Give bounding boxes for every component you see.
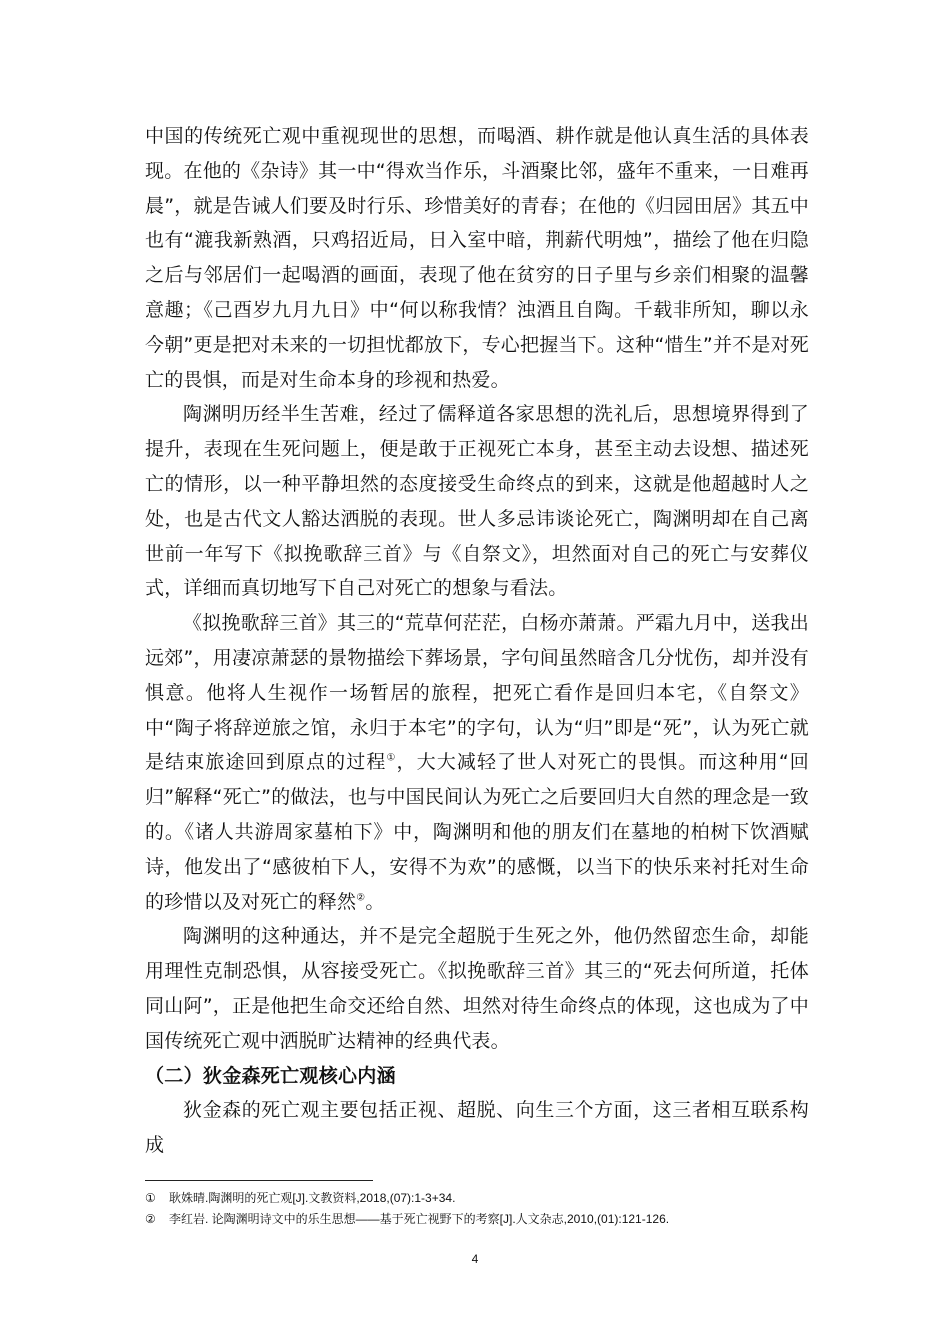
paragraph-1: 中国的传统死亡观中重视现世的思想，而喝酒、耕作就是他认真生活的具体表现。在他的《杂诗》其一中“得欢当作乐，斗酒聚比邻，盛年不重来，一日难再晨”，就是告诫人们要及时行乐、珍惜美好的青春；在他的《归园田居》其五中也有“漉我新熟酒，只鸡招近局，日入室中暗，荆薪代明烛”，描绘了他在归隐之后与邻居们一起喝酒的画面，表现了他在贫穷的日子里与乡亲们相聚的温馨意趣；《己酉岁九月九日》中“何以称我情？浊酒且自陶。千载非所知，聊以永今朝”更是把对未来的一切担忧都放下，专心把握当下。这种“惜生”并不是对死亡的畏惧，而是对生命本身的珍视和热爱。 (145, 125, 809, 391)
paragraph-3-part-1: 《拟挽歌辞三首》其三的“荒草何茫茫，白杨亦萧萧。严霜九月中，送我出远郊”，用凄凉萧瑟的景物描绘下葬场景，字句间虽然暗含几分忧伤，却并没有惧意。他将人生视作一场暂居的旅程，把死亡看作是回归本宅，《自祭文》中“陶子将辞逆旅之馆，永归于本宅”的字句，认为“归”即是“死”，认为死亡就是结束旅途回到原点的过程 (145, 612, 809, 774)
paragraph-4: 陶渊明的这种通达，并不是完全超脱于生死之外，他仍然留恋生命，却能用理性克制恐惧，从容接受死亡。《拟挽歌辞三首》其三的“死去何所道，托体同山阿”，正是他把生命交还给自然、坦然对待生命终点的体现，这也成为了中国传统死亡观中洒脱旷达精神的经典代表。 (145, 925, 809, 1052)
paragraph-2: 陶渊明历经半生苦难，经过了儒释道各家思想的洗礼后，思想境界得到了提升，表现在生死问题上，便是敢于正视死亡本身，甚至主动去设想、描述死亡的情形，以一种平静坦然的态度接受生命终点的到来，这就是他超越时人之处，也是古代文人豁达洒脱的表现。世人多忌讳谈论死亡，陶渊明却在自己离世前一年写下《拟挽歌辞三首》与《自祭文》，坦然面对自己的死亡与安葬仪式，详细而真切地写下自己对死亡的想象与看法。 (145, 403, 809, 600)
footnote-mark-2: ② (145, 1212, 156, 1226)
body-text (145, 119, 809, 1163)
footnotes (145, 1188, 845, 1230)
paragraph-3 (145, 606, 809, 919)
section-heading: （二）狄金森死亡观核心内涵 (145, 1064, 396, 1087)
footnote-ref-2[interactable]: ② (356, 892, 366, 904)
footnote-2 (145, 1209, 845, 1230)
footnote-text-1: 耿姝晴.陶渊明的死亡观[J].文教资料,2018,(07):1-3+34. (169, 1191, 456, 1205)
footnote-text-2: 李红岩. 论陶渊明诗文中的乐生思想——基于死亡视野下的考察[J].人文杂志,2010,(01):121-126. (169, 1212, 670, 1226)
footnote-ref-1[interactable]: ① (386, 753, 397, 765)
footnote-mark-1: ① (145, 1191, 156, 1205)
paragraph-5: 狄金森的死亡观主要包括正视、超脱、向生三个方面，这三者相互联系构成 (145, 1099, 809, 1157)
footnote-separator (145, 1180, 373, 1181)
page-number: 4 (471, 1252, 479, 1266)
paragraph-3-part-2: ，大大减轻了世人对死亡的畏惧。而这种用“回归”解释“死亡”的做法，也与中国民间认为死亡之后要回归大自然的理念是一致的。《诸人共游周家墓柏下》中，陶渊明和他的朋友们在墓地的柏树下饮酒赋诗，他发出了“感彼柏下人，安得不为欢”的感慨，以当下的快乐来衬托对生命的珍惜以及对死亡的释然 (145, 751, 810, 913)
paragraph-3-part-3: 。 (365, 890, 385, 913)
footnote-1 (145, 1188, 845, 1209)
